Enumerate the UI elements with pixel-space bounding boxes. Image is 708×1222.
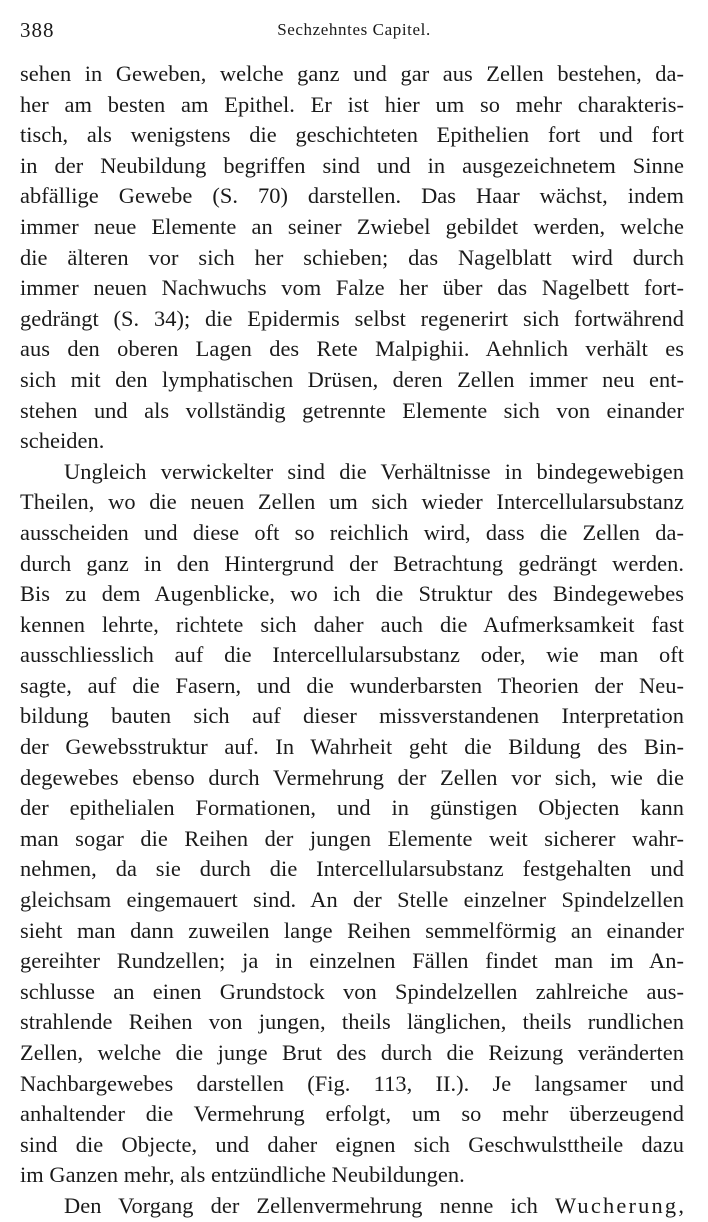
text-line: ausscheiden und diese oft so reichlich wird, dass die Zellen da-	[20, 519, 684, 545]
text-segment: Den Vorgang der Zellenvermehrung nenne ich	[64, 1192, 538, 1218]
text-line: anhaltender die Vermehrung erfolgt, um so mehr überzeugend	[20, 1101, 684, 1127]
text-line: Zellen, welche die junge Brut des durch die Reizung veränderten	[20, 1040, 684, 1065]
text-line: Bis zu dem Augenblicke, wo ich die Struktur des Bindegewebes	[20, 581, 684, 607]
text-line: in der Neubildung begriffen sind und in ausgezeichnetem Sinne	[20, 152, 684, 178]
page-number: 388	[20, 18, 55, 42]
text-line-final	[20, 1191, 684, 1222]
text-line: bildung bauten sich auf dieser missverstandenen Interpretation	[20, 703, 684, 729]
text-line: sind die Objecte, und daher eignen sich Geschwulsttheile dazu	[20, 1131, 684, 1157]
text-line: stehen und als vollständig getrennte Elemente sich von einander	[20, 397, 684, 423]
text-line: schlusse an einen Grundstock von Spindelzellen zahlreiche aus-	[20, 978, 684, 1004]
text-line: strahlende Reihen von jungen, theils länglichen, theils rundlichen	[20, 1009, 684, 1035]
text-line: die älteren vor sich her schieben; das Nagelblatt wird durch	[20, 244, 684, 270]
body-text	[20, 59, 684, 1222]
text-line: sagte, auf die Fasern, und die wunderbarsten Theorien der Neu-	[20, 672, 684, 698]
text-line: degewebes ebenso durch Vermehrung der Zellen vor sich, wie die	[20, 764, 684, 790]
text-line: im Ganzen mehr, als entzündliche Neubildungen.	[20, 1162, 465, 1188]
text-line: gereihter Rundzellen; ja in einzelnen Fällen findet man im An-	[20, 948, 684, 974]
text-line: gleichsam eingemauert sind. An der Stelle einzelner Spindelzellen	[20, 887, 684, 913]
text-line: her am besten am Epithel. Er ist hier um so mehr charakteris-	[20, 91, 684, 117]
text-line: sieht man dann zuweilen lange Reihen semmelförmig an einander	[20, 917, 684, 943]
text-line: kennen lehrte, richtete sich daher auch die Aufmerksamkeit fast	[20, 611, 684, 637]
text-line: der Gewebsstruktur auf. In Wahrheit geht die Bildung des Bin-	[20, 734, 684, 760]
text-line: immer neuen Nachwuchs vom Falze her über das Nagelbett fort-	[20, 275, 684, 301]
text-line: sehen in Geweben, welche ganz und gar aus Zellen bestehen, da-	[20, 61, 684, 86]
text-line: der epithelialen Formationen, und in günstigen Objecten kann	[20, 795, 684, 821]
text-line: nehmen, da sie durch die Intercellularsubstanz festgehalten und	[20, 856, 684, 882]
text-line: durch ganz in den Hintergrund der Betrachtung gedrängt werden.	[20, 550, 684, 576]
emphasized-term: Wucherung	[554, 1192, 679, 1218]
text-line: man sogar die Reihen der jungen Elemente weit sicherer wahr-	[20, 825, 684, 851]
text-line: gedrängt (S. 34); die Epidermis selbst regenerirt sich fortwährend	[20, 305, 684, 331]
text-line: Ungleich verwickelter sind die Verhältnisse in bindegewebigen	[64, 458, 684, 484]
text-line: abfällige Gewebe (S. 70) darstellen. Das Haar wächst, indem	[20, 183, 684, 209]
text-line: ausschliesslich auf die Intercellularsubstanz oder, wie man oft	[20, 642, 684, 668]
text-line: sich mit den lymphatischen Drüsen, deren Zellen immer neu ent-	[20, 366, 684, 392]
text-line: scheiden.	[20, 428, 105, 454]
text-line: Theilen, wo die neuen Zellen um sich wieder Intercellularsubstanz	[20, 489, 684, 515]
text-line: Nachbargewebes darstellen (Fig. 113, II.). Je langsamer und	[20, 1070, 684, 1096]
text-line: aus den oberen Lagen des Rete Malpighii. Aehnlich verhält es	[20, 336, 684, 362]
text-line: tisch, als wenigstens die geschichteten Epithelien fort und fort	[20, 122, 684, 148]
text-line: immer neue Elemente an seiner Zwiebel gebildet werden, welche	[20, 213, 684, 239]
page-header	[20, 18, 688, 46]
running-title: Sechzehntes Capitel.	[277, 20, 431, 39]
text-segment: ,	[678, 1192, 684, 1218]
